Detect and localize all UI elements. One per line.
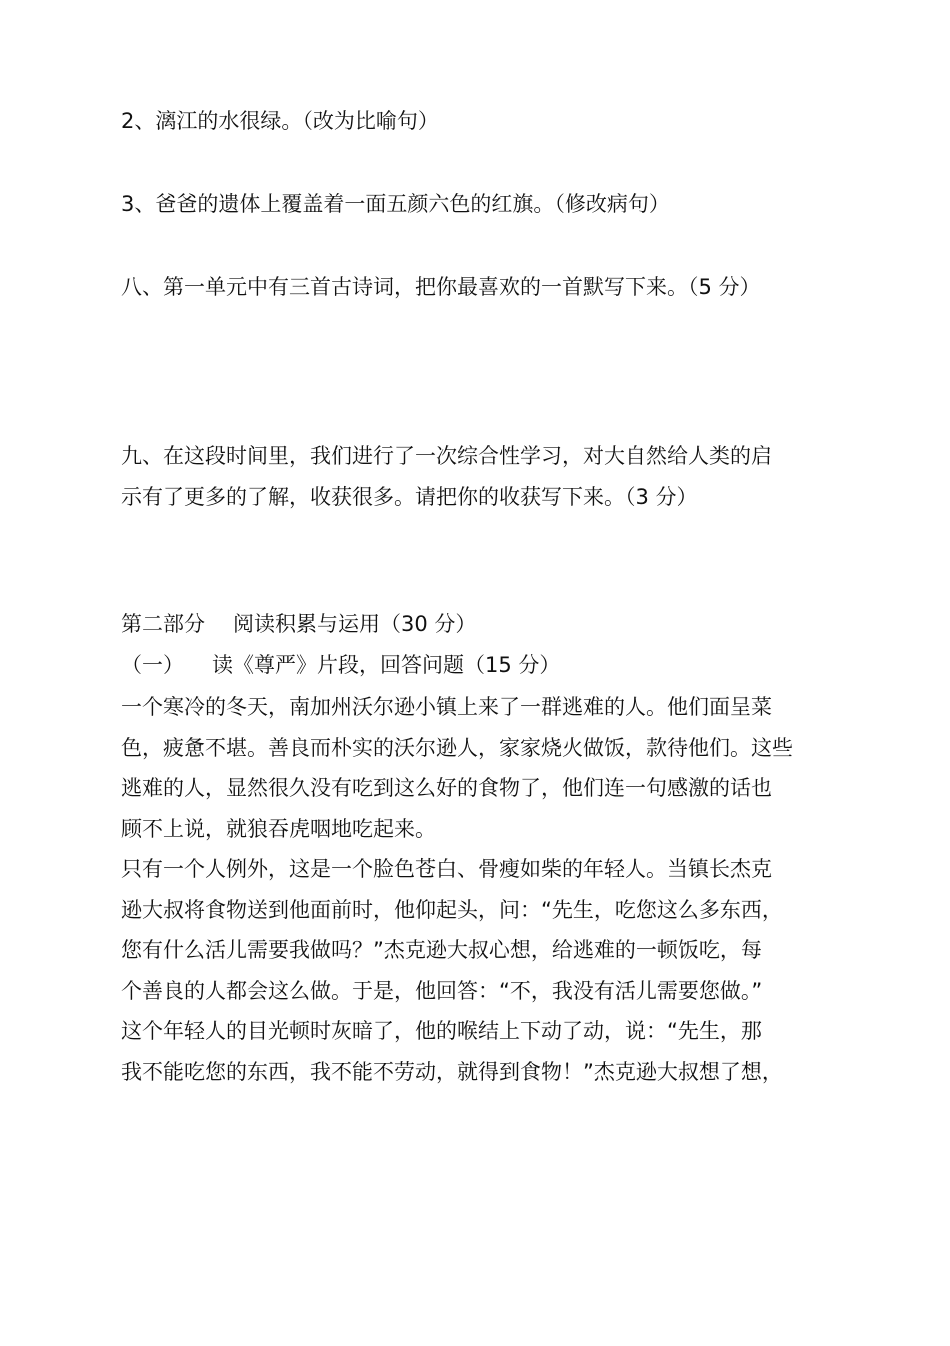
passage-line: 这个年轻人的目光顿时灰暗了，他的喉结上下动了动，说：“先生，那: [121, 1019, 762, 1043]
part-two-title: 阅读积累与运用（30 分）: [233, 612, 477, 636]
reading-one-title: 读《尊严》片段，回答问题（15 分）: [212, 653, 561, 677]
part-two-heading: [121, 610, 476, 638]
reading-one-heading: [121, 651, 560, 679]
passage-line: 个善良的人都会这么做。于是，他回答：“不，我没有活儿需要您做。”: [121, 978, 763, 1003]
question-7-2: 2、漓江的水很绿。（改为比喻句）: [121, 109, 439, 133]
passage-line: 逃难的人，显然很久没有吃到这么好的食物了，他们连一句感激的话也: [121, 776, 772, 800]
passage-line: 只有一个人例外，这是一个脸色苍白、骨瘦如柴的年轻人。当镇长杰克: [121, 857, 772, 881]
passage-line: 您有什么活儿需要我做吗？”杰克逊大叔心想，给逃难的一顿饭吃，每: [121, 938, 762, 962]
reading-one-label: （一）: [121, 653, 184, 677]
passage-line: 一个寒冷的冬天，南加州沃尔逊小镇上来了一群逃难的人。他们面呈菜: [121, 695, 772, 719]
part-two-label: 第二部分: [121, 612, 205, 636]
question-9-line-1: 九、在这段时间里，我们进行了一次综合性学习，对大自然给人类的启: [121, 444, 772, 468]
passage-line: 逊大叔将食物送到他面前时，他仰起头，问：“先生，吃您这么多东西，: [121, 897, 783, 922]
passage-line: 顾不上说，就狼吞虎咽地吃起来。: [121, 816, 436, 841]
passage-line: 我不能吃您的东西，我不能不劳动，就得到食物！”杰克逊大叔想了想，: [121, 1059, 783, 1084]
passage-line: 色，疲惫不堪。善良而朴实的沃尔逊人，家家烧火做饭，款待他们。这些: [121, 735, 793, 760]
question-7-3: 3、爸爸的遗体上覆盖着一面五颜六色的红旗。（修改病句）: [121, 192, 670, 216]
reading-passage: [121, 687, 833, 1092]
question-9-line-2: 示有了更多的了解，收获很多。请把你的收获写下来。（3 分）: [121, 485, 698, 509]
question-8: 八、第一单元中有三首古诗词，把你最喜欢的一首默写下来。（5 分）: [121, 275, 761, 299]
